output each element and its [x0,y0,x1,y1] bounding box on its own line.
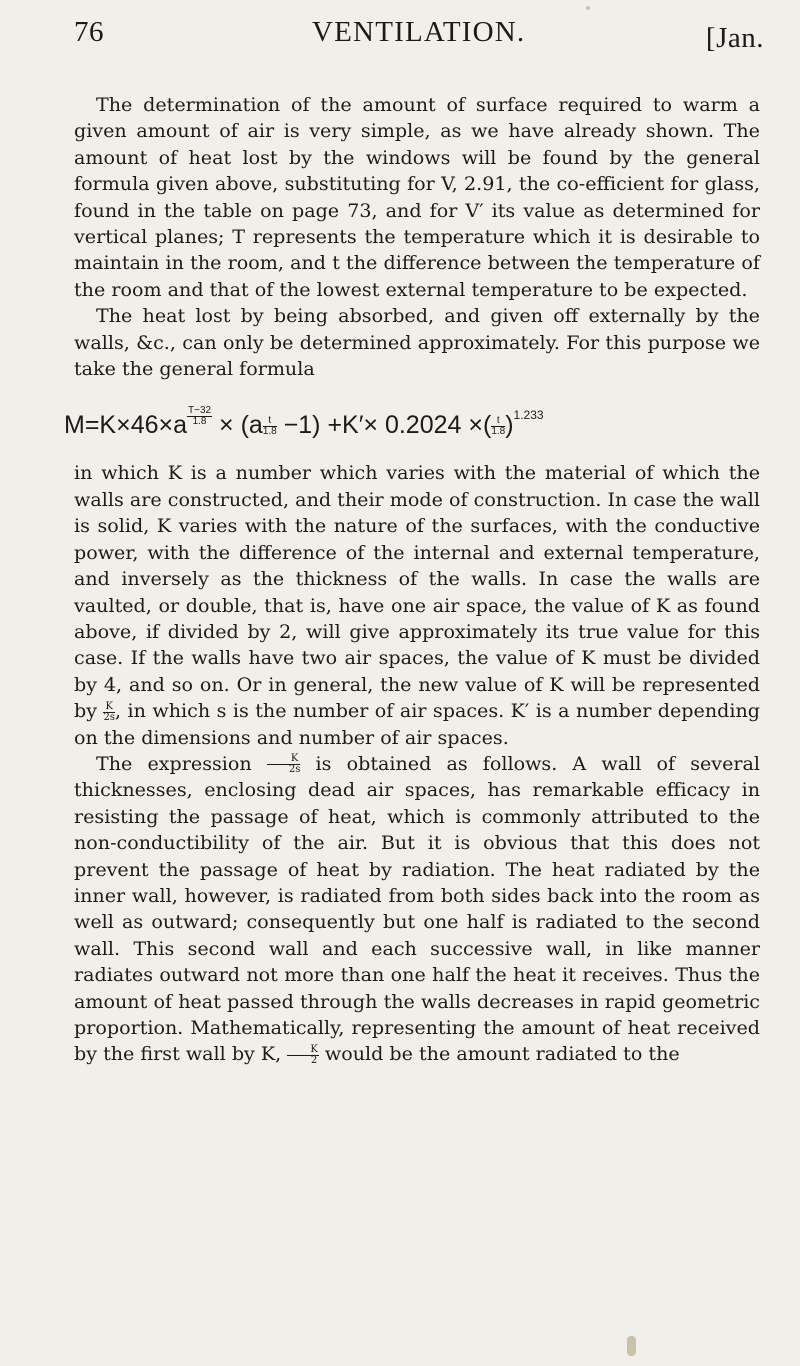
page-number: 76 [74,16,104,48]
paragraph-4-part-b: is obtained as follows. A wall of several thicknesses, enclosing dead air spaces, has remarkable efficacy in resisting the passage of heat, which is commonly attributed to the non-conductibility of the air. But it is obvious that this does not prevent the passage of heat by radiation. The heat radiated by the inner wall, however, is radiated from both sides back into the room as well as outward; consequently but one half is radiated to the second wall. This second wall and each successive wall, in like manner radiates outward not more than one half the heat it receives. Thus the amount of heat passed through the walls decreases in rapid geometric proportion. Mathematically, representing the amount of heat received by the first wall by K, [74,751,761,1066]
scan-speck [627,1336,636,1356]
exp2-numerator: t [263,416,277,427]
frac3-numerator: t [491,416,505,427]
frac-2s-denominator-b: 2s [288,764,301,776]
paragraph-3-part-b: , in which s is the number of air spaces. K′ is a number depending on the dimensions and number of air spaces. [74,699,760,749]
frac-k2-numerator: K [287,1045,318,1056]
formula-mid-2: −1) +K′× 0.2024 ×( [276,411,492,440]
scan-speck [586,6,590,10]
frac-2s-denominator: 2s [103,711,115,723]
paragraph-3 [74,460,760,750]
paragraph-4-part-a: The expression [96,751,267,775]
fraction-k-over-2s [103,702,115,723]
frac3-denominator: 1.8 [491,426,506,438]
running-title: VENTILATION. [312,16,526,48]
exp1-denominator: 1.8 [192,416,207,428]
formula-exponent-1 [187,406,212,427]
fraction-k-over-2 [287,1045,318,1066]
paragraph-4 [74,751,760,1068]
body-text [64,92,761,1068]
exp2-denominator: 1.8 [262,426,277,438]
fraction-k-over-2s-b [267,754,301,775]
exp1-numerator: T−32 [188,405,212,417]
formula-power: 1.233 [513,408,544,423]
formula-lead: M=K×46×a [64,411,188,440]
formula-mid-1: × (a [212,411,263,440]
formula-fraction-3 [491,416,505,437]
paragraph-1: The determination of the amount of surface required to warm a given amount of air is very simple, as we have already shown. The amount of heat lost by the windows will be found by the general formula given above, substituting for V, 2.91, the co-efficient for glass, found in the table on page 73, and for V′ its value as determined for vertical planes; T represents the temperature which it is desirable to maintain in the room, and t the difference between the temperature of the room and that of the lowest external temperature to be expected. [74,93,760,301]
issue-month: [Jan. [705,22,764,54]
frac-k-numerator-b: K [267,754,301,765]
paragraph-3-part-a: in which K is a number which varies with the material of which the walls are constructed, and their mode of construction. In case the wall is solid, K varies with the nature of the surfaces, with the conductive power, with the difference of the internal and external temperature, and inversely as the thickness of the walls. In case the walls are vaulted, or double, that is, have one air space, the value of K as found above, if divided by 2, will give approximately its true value for this case. If the walls have two air spaces, the value of K must be divided by 4, and so on. Or in general, the new value of K will be represented by [74,461,760,723]
frac-k-numerator: K [103,702,115,713]
formula-close: ) [505,411,514,440]
paragraph-2: The heat lost by being absorbed, and given off externally by the walls, &c., can only be determined approximately. For this purpose we take the general formula [74,304,760,381]
formula-exponent-2 [263,416,277,437]
frac-k2-denominator: 2 [310,1054,318,1066]
heat-loss-formula [64,388,760,450]
paragraph-4-part-c: would be the amount radiated to the [318,1042,680,1066]
page-header [74,16,764,56]
formula-line [64,405,544,442]
